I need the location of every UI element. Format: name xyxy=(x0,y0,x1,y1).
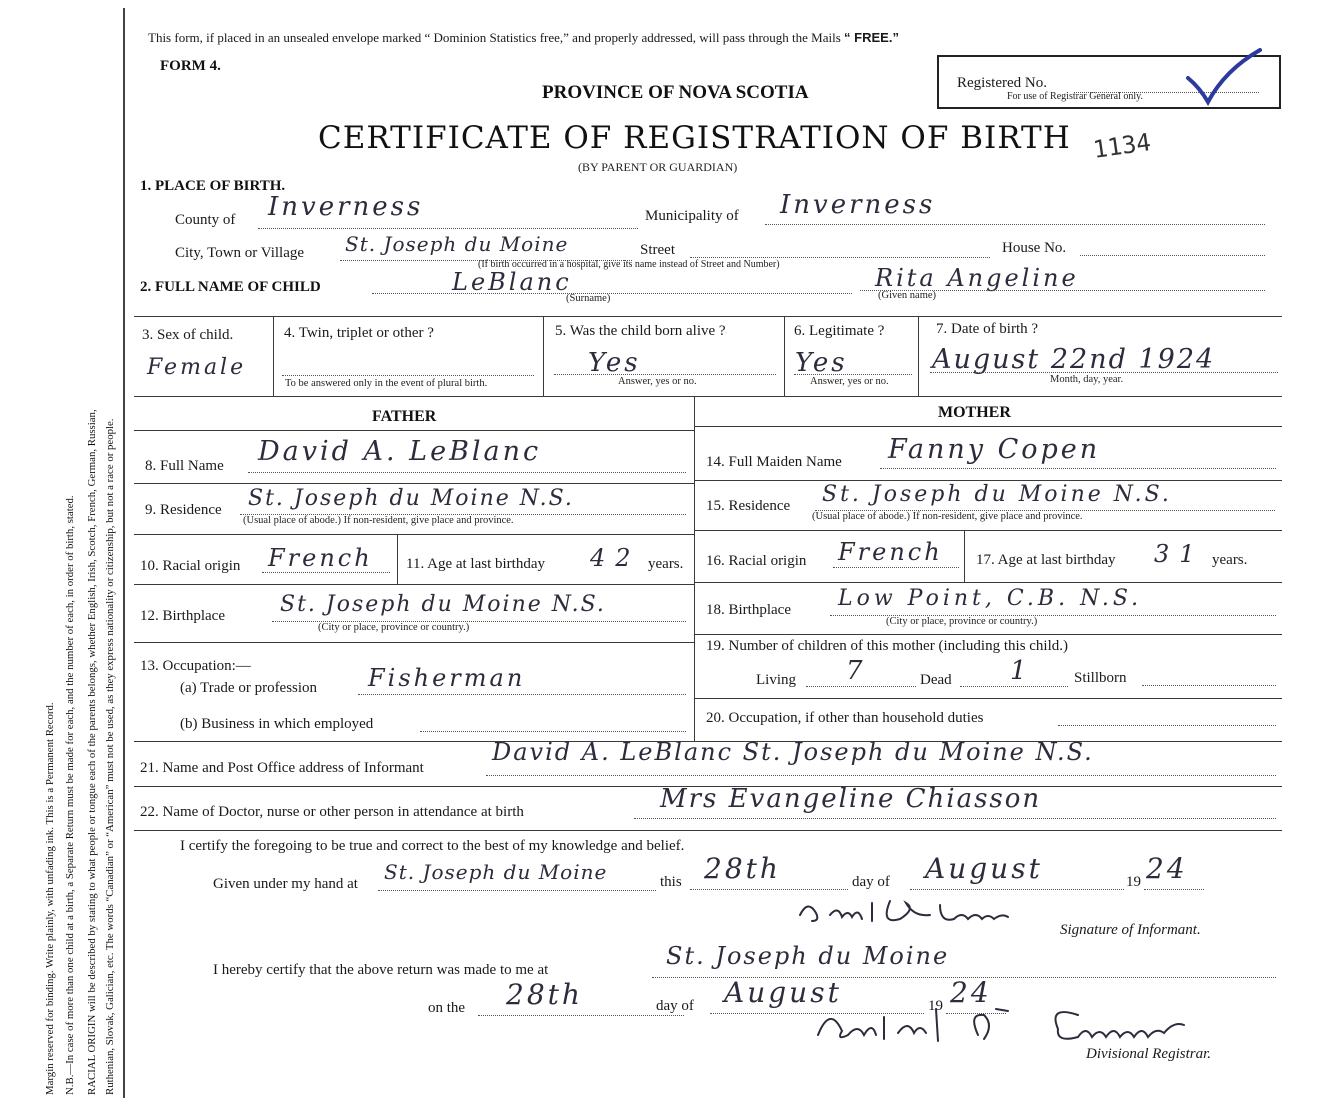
dob-value: August 22nd 1924 xyxy=(932,344,1216,375)
registrar-place-value: St. Joseph du Moine xyxy=(666,942,950,970)
margin-note-1: Margin reserved for binding. Write plainly, with unfading ink. This is a Permanent Record. xyxy=(44,702,56,1095)
mother-residence-note: (Usual place of abode.) If non-resident, give place and province. xyxy=(812,511,1083,522)
municipality-label: Municipality of xyxy=(645,208,739,224)
mother-residence-label: 15. Residence xyxy=(706,498,791,514)
registrar-use-note: For use of Registrar General only. xyxy=(1007,91,1143,102)
father-age-value: 42 xyxy=(590,544,641,572)
father-birthplace-value: St. Joseph du Moine N.S. xyxy=(280,592,606,617)
certificate-subtitle: (BY PARENT OR GUARDIAN) xyxy=(578,160,738,174)
legitimate-note: Answer, yes or no. xyxy=(810,376,889,387)
trade-value: Fisherman xyxy=(368,664,526,692)
father-residence-value: St. Joseph du Moine N.S. xyxy=(248,486,574,511)
county-value: Inverness xyxy=(268,192,424,222)
alive-value: Yes xyxy=(588,348,641,378)
father-years: years. xyxy=(648,556,684,572)
form-left-border xyxy=(123,8,125,1098)
place-of-birth-heading: 1. PLACE OF BIRTH. xyxy=(140,178,286,194)
sex-value: Female xyxy=(147,355,247,380)
child-surname: LeBlanc xyxy=(452,268,572,296)
business-label: (b) Business in which employed xyxy=(180,716,374,732)
mother-age-value: 31 xyxy=(1154,540,1205,568)
attendant-value: Mrs Evangeline Chiasson xyxy=(660,784,1042,814)
given-dayof-label: day of xyxy=(852,874,890,890)
row-top-line xyxy=(134,316,1282,317)
alive-note: Answer, yes or no. xyxy=(618,376,697,387)
registrar-statement: I hereby certify that the above return was made to me at xyxy=(213,962,549,978)
municipality-value: Inverness xyxy=(780,190,936,220)
mother-name-label: 14. Full Maiden Name xyxy=(706,454,842,470)
hospital-note: (If birth occurred in a hospital, give its name instead of Street and Number) xyxy=(478,259,780,270)
sex-label: 3. Sex of child. xyxy=(142,327,234,343)
mother-racial-label: 16. Racial origin xyxy=(706,553,807,569)
form-number: FORM 4. xyxy=(160,58,221,74)
registered-label: Registered No. xyxy=(957,75,1047,91)
city-label: City, Town or Village xyxy=(175,245,305,261)
father-name-label: 8. Full Name xyxy=(145,458,224,474)
child-name-label: 2. FULL NAME OF CHILD xyxy=(140,279,321,295)
on-the-label: on the xyxy=(428,1000,466,1016)
mother-years: years. xyxy=(1212,552,1248,568)
father-birthplace-note: (City or place, province or country.) xyxy=(318,622,470,633)
attendant-label: 22. Name of Doctor, nurse or other person in attendance at birth xyxy=(140,804,524,820)
father-residence-label: 9. Residence xyxy=(145,502,222,518)
father-residence-note: (Usual place of abode.) If non-resident, give place and province. xyxy=(243,515,514,526)
living-value: 7 xyxy=(846,656,866,686)
registrar-day-value: 28th xyxy=(506,978,583,1011)
parents-divider xyxy=(694,396,695,741)
registrar-month-value: August xyxy=(724,976,842,1009)
certification-statement: I certify the foregoing to be true and correct to the best of my knowledge and belief. xyxy=(180,838,685,854)
legitimate-value: Yes xyxy=(795,348,848,378)
margin-note-3: RACIAL ORIGIN will be described by stating to what people or tongue each of the parents belongs, whether English, Irish, Scotch, French, German, Russian, xyxy=(86,409,98,1095)
county-label: County of xyxy=(175,212,236,228)
margin-note-2: N.B.—In case of more than one child at a birth, a Separate Return must be made for each, and the number of each, in order of birth, stated. xyxy=(64,495,76,1095)
informant-label: 21. Name and Post Office address of Informant xyxy=(140,760,424,776)
given-year-suffix: 24 xyxy=(1146,852,1188,885)
divisional-registrar-label: Divisional Registrar. xyxy=(1086,1046,1212,1062)
row-bottom-line xyxy=(134,396,1282,397)
father-racial-value: French xyxy=(268,544,373,572)
stillborn-label: Stillborn xyxy=(1074,670,1127,686)
mother-birthplace-label: 18. Birthplace xyxy=(706,602,791,618)
given-month-value: August xyxy=(925,852,1043,885)
legitimate-label: 6. Legitimate ? xyxy=(794,323,885,339)
registrar-year-prefix: 19 xyxy=(928,998,943,1014)
house-label: House No. xyxy=(1002,240,1067,256)
dead-label: Dead xyxy=(920,672,952,688)
city-value: St. Joseph du Moine xyxy=(345,232,569,256)
father-racial-label: 10. Racial origin xyxy=(140,558,241,574)
living-label: Living xyxy=(756,672,796,688)
mother-birthplace-note: (City or place, province or country.) xyxy=(886,616,1038,627)
informant-value: David A. LeBlanc St. Joseph du Moine N.S. xyxy=(492,738,1094,766)
twin-label: 4. Twin, triplet or other ? xyxy=(284,325,434,341)
twin-note: To be answered only in the event of plural birth. xyxy=(285,378,488,389)
father-heading: FATHER xyxy=(372,408,437,425)
given-name-note: (Given name) xyxy=(878,290,937,301)
street-label: Street xyxy=(640,242,675,258)
given-place-value: St. Joseph du Moine xyxy=(384,860,608,884)
child-given-name: Rita Angeline xyxy=(875,264,1079,292)
dead-value: 1 xyxy=(1010,656,1030,686)
certificate-title: CERTIFICATE OF REGISTRATION OF BIRTH xyxy=(318,120,1071,156)
informant-signature-label: Signature of Informant. xyxy=(1060,922,1201,938)
alive-label: 5. Was the child born alive ? xyxy=(555,323,726,339)
father-name-value: David A. LeBlanc xyxy=(258,436,542,467)
dob-label: 7. Date of birth ? xyxy=(936,321,1039,337)
margin-note-4: Ruthenian, Slovak, Galician, etc. The words “Canadian” or “American” must not be used, as they express nationality or citizenship, but not a race or people. xyxy=(104,418,116,1095)
registrar-dayof-label: day of xyxy=(656,998,694,1014)
registrar-year-suffix: 24 xyxy=(950,976,992,1009)
father-birthplace-label: 12. Birthplace xyxy=(140,608,225,624)
this-label: this xyxy=(660,874,682,890)
mother-birthplace-value: Low Point, C.B. N.S. xyxy=(838,586,1143,611)
father-occupation-label: 13. Occupation:— xyxy=(140,658,251,674)
children-count-label: 19. Number of children of this mother (including this child.) xyxy=(706,638,1069,654)
given-year-prefix: 19 xyxy=(1126,874,1141,890)
mother-residence-value: St. Joseph du Moine N.S. xyxy=(822,482,1172,507)
dob-note: Month, day, year. xyxy=(1050,374,1124,385)
check-mark-icon xyxy=(1180,40,1270,110)
given-under-label: Given under my hand at xyxy=(213,876,358,892)
stamp-number: 1134 xyxy=(1091,128,1153,164)
province-heading: PROVINCE OF NOVA SCOTIA xyxy=(542,82,809,103)
informant-signature-image xyxy=(790,885,1050,935)
mother-age-label: 17. Age at last birthday xyxy=(976,552,1116,568)
trade-label: (a) Trade or profession xyxy=(180,680,318,696)
father-age-label: 11. Age at last birthday xyxy=(406,556,545,572)
mother-occupation-label: 20. Occupation, if other than household duties xyxy=(706,710,984,726)
mother-name-value: Fanny Copen xyxy=(888,434,1101,465)
mother-heading: MOTHER xyxy=(938,404,1011,421)
mother-racial-value: French xyxy=(838,538,943,566)
mail-notice: This form, if placed in an unsealed envelope marked “ Dominion Statistics free,” and properly addressed, will pass through the Mails “ FREE.” xyxy=(148,30,899,45)
given-day-value: 28th xyxy=(704,852,781,885)
surname-note: (Surname) xyxy=(566,293,611,304)
